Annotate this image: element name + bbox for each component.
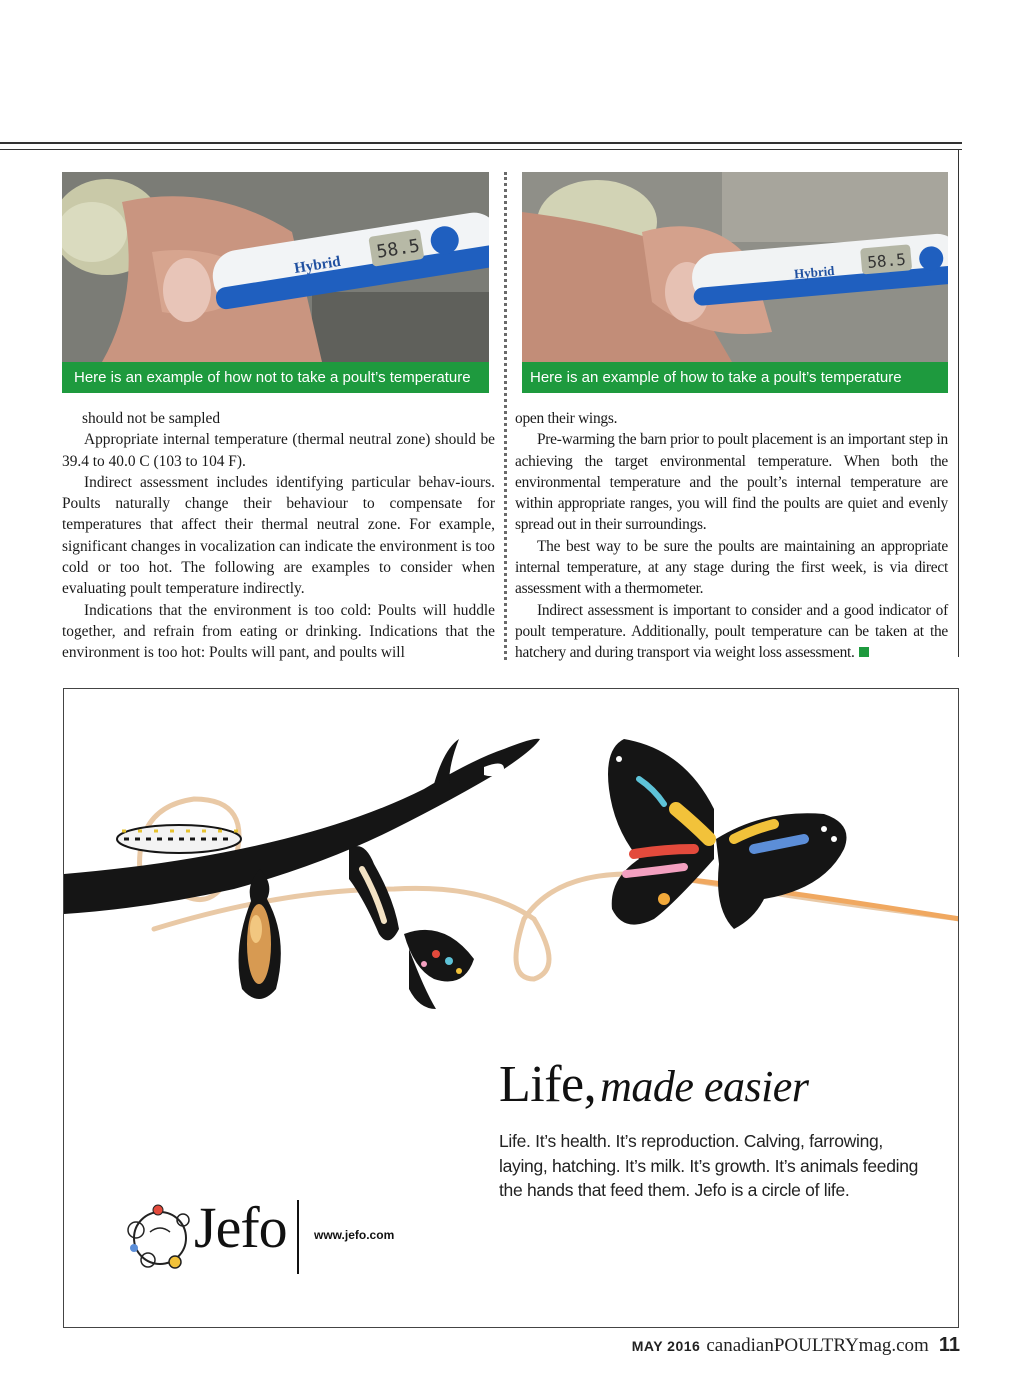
ad-headline bbox=[499, 1055, 808, 1114]
ad-body-copy: Life. It’s health. It’s reproduction. Calving, farrowing, laying, hatching. It’s milk. It’s growth. It’s animals feeding the hands that feed them. Jefo is a circle of life. bbox=[499, 1131, 919, 1201]
article-paragraph: Pre-warming the barn prior to poult placement is an important step in achieving the target environmental temperature. When both the environmental temperature and the poult’s internal temperature are within appropriate ranges, you will find the poults are quiet and evenly spread out in their surroundings. bbox=[515, 431, 948, 534]
thermometer-reading-right: 58.5 bbox=[866, 249, 907, 272]
small-butterfly-icon bbox=[404, 930, 474, 1009]
header-rule-thin bbox=[0, 149, 962, 150]
photo-wrong-method bbox=[62, 172, 489, 362]
end-of-article-mark bbox=[859, 647, 869, 657]
page-footer bbox=[632, 1334, 960, 1357]
ad-headline-script: made easier bbox=[600, 1062, 809, 1111]
thermometer-brand-left: Hybrid bbox=[293, 253, 342, 277]
article-paragraph: The best way to be sure the poults are maintaining an appropriate internal temperature, at any stage during the first week, is via direct assessment with a thermometer. bbox=[515, 537, 948, 598]
thermometer-reading-left: 58.5 bbox=[375, 235, 422, 263]
thermometer-photo-right bbox=[522, 172, 948, 362]
thermometer-brand-right: Hybrid bbox=[793, 262, 836, 282]
jefo-logo-divider bbox=[297, 1200, 299, 1274]
page-number: 11 bbox=[938, 1334, 960, 1356]
ad-headline-main: Life, bbox=[499, 1056, 597, 1113]
article-column-right bbox=[515, 408, 948, 664]
column-divider bbox=[504, 172, 507, 660]
column-frame-right bbox=[958, 149, 959, 657]
article-paragraph: open their wings. bbox=[515, 410, 618, 427]
article-paragraph-text: Indirect assessment is important to consider and a good indicator of poult temperature. Additionally, poult temperature can be taken at the hatchery and during transport via weight loss assessment. bbox=[515, 601, 948, 662]
thermometer-photo-left bbox=[62, 172, 489, 362]
article-paragraph: should not be sampled bbox=[82, 410, 221, 427]
caption-correct-method: Here is an example of how to take a poult’s temperature bbox=[522, 362, 948, 393]
article-paragraph bbox=[515, 600, 948, 664]
caption-wrong-method: Here is an example of how not to take a poult’s temperature bbox=[62, 362, 489, 393]
article-paragraph: Appropriate internal temperature (thermal neutral zone) should be 39.4 to 40.0 C (103 to 104 F). bbox=[62, 431, 495, 470]
jefo-brand-name: Jefo bbox=[194, 1195, 287, 1260]
jefo-website-link[interactable]: www.jefo.com bbox=[314, 1228, 395, 1242]
issue-date: MAY 2016 bbox=[631, 1338, 701, 1354]
magazine-site: canadianPOULTRYmag.com bbox=[706, 1335, 929, 1356]
photo-correct-method bbox=[522, 172, 948, 362]
article-column-left bbox=[62, 408, 495, 664]
cocoon-icon bbox=[239, 869, 281, 999]
article-paragraph: Indirect assessment includes identifying particular behav-iours. Poults naturally change their behaviour to compensate for temperatures that affect their thermal neutral zone. For example, significant changes in vocalization can indicate the environment is too cold or too hot. The following are examples to consider when evaluating poult temperature indirectly. bbox=[62, 473, 495, 598]
chrysalis-icon bbox=[349, 846, 399, 940]
caterpillar-icon bbox=[117, 825, 241, 853]
branch bbox=[64, 739, 540, 914]
header-rule bbox=[0, 142, 962, 144]
article-paragraph: Indications that the environment is too cold: Poults will huddle together, and refrain from eating or drinking. Indications that the environment is too hot: Poults will pant, and poults will bbox=[62, 601, 495, 662]
